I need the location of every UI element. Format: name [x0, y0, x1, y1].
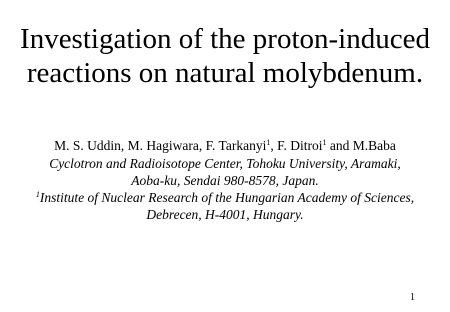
affiliation-debrecen-line-2: Debrecen, H-4001, Hungary.: [146, 207, 304, 222]
title-line-2: reactions on natural molybdenum.: [26, 57, 424, 89]
affiliation-marker-1: 1: [266, 138, 271, 147]
affiliation-debrecen: [0, 189, 450, 223]
page-number: 1: [410, 292, 415, 303]
affiliation-tohoku-line-1: Cyclotron and Radioisotope Center, Tohoku University, Aramaki,: [49, 156, 401, 171]
affiliation-tohoku-line-2: Aoba-ku, Sendai 980-8578, Japan.: [131, 173, 319, 188]
slide-title: [0, 22, 450, 90]
affiliation-debrecen-marker: 1: [35, 190, 40, 199]
authors-text-3: and M.Baba: [326, 138, 396, 153]
affiliation-debrecen-text-1: Institute of Nuclear Research of the Hungarian Academy of Sciences,: [39, 190, 415, 205]
author-list: [0, 137, 450, 154]
title-line-1: Investigation of the proton-induced: [20, 23, 430, 55]
authors-text-2: , F. Ditroi: [270, 138, 323, 153]
authors-text-1: M. S. Uddin, M. Hagiwara, F. Tarkanyi: [54, 138, 267, 153]
affiliation-marker-2: 1: [322, 138, 327, 147]
affiliation-tohoku: [0, 155, 450, 189]
affiliation-debrecen-line-1: [0, 189, 450, 206]
